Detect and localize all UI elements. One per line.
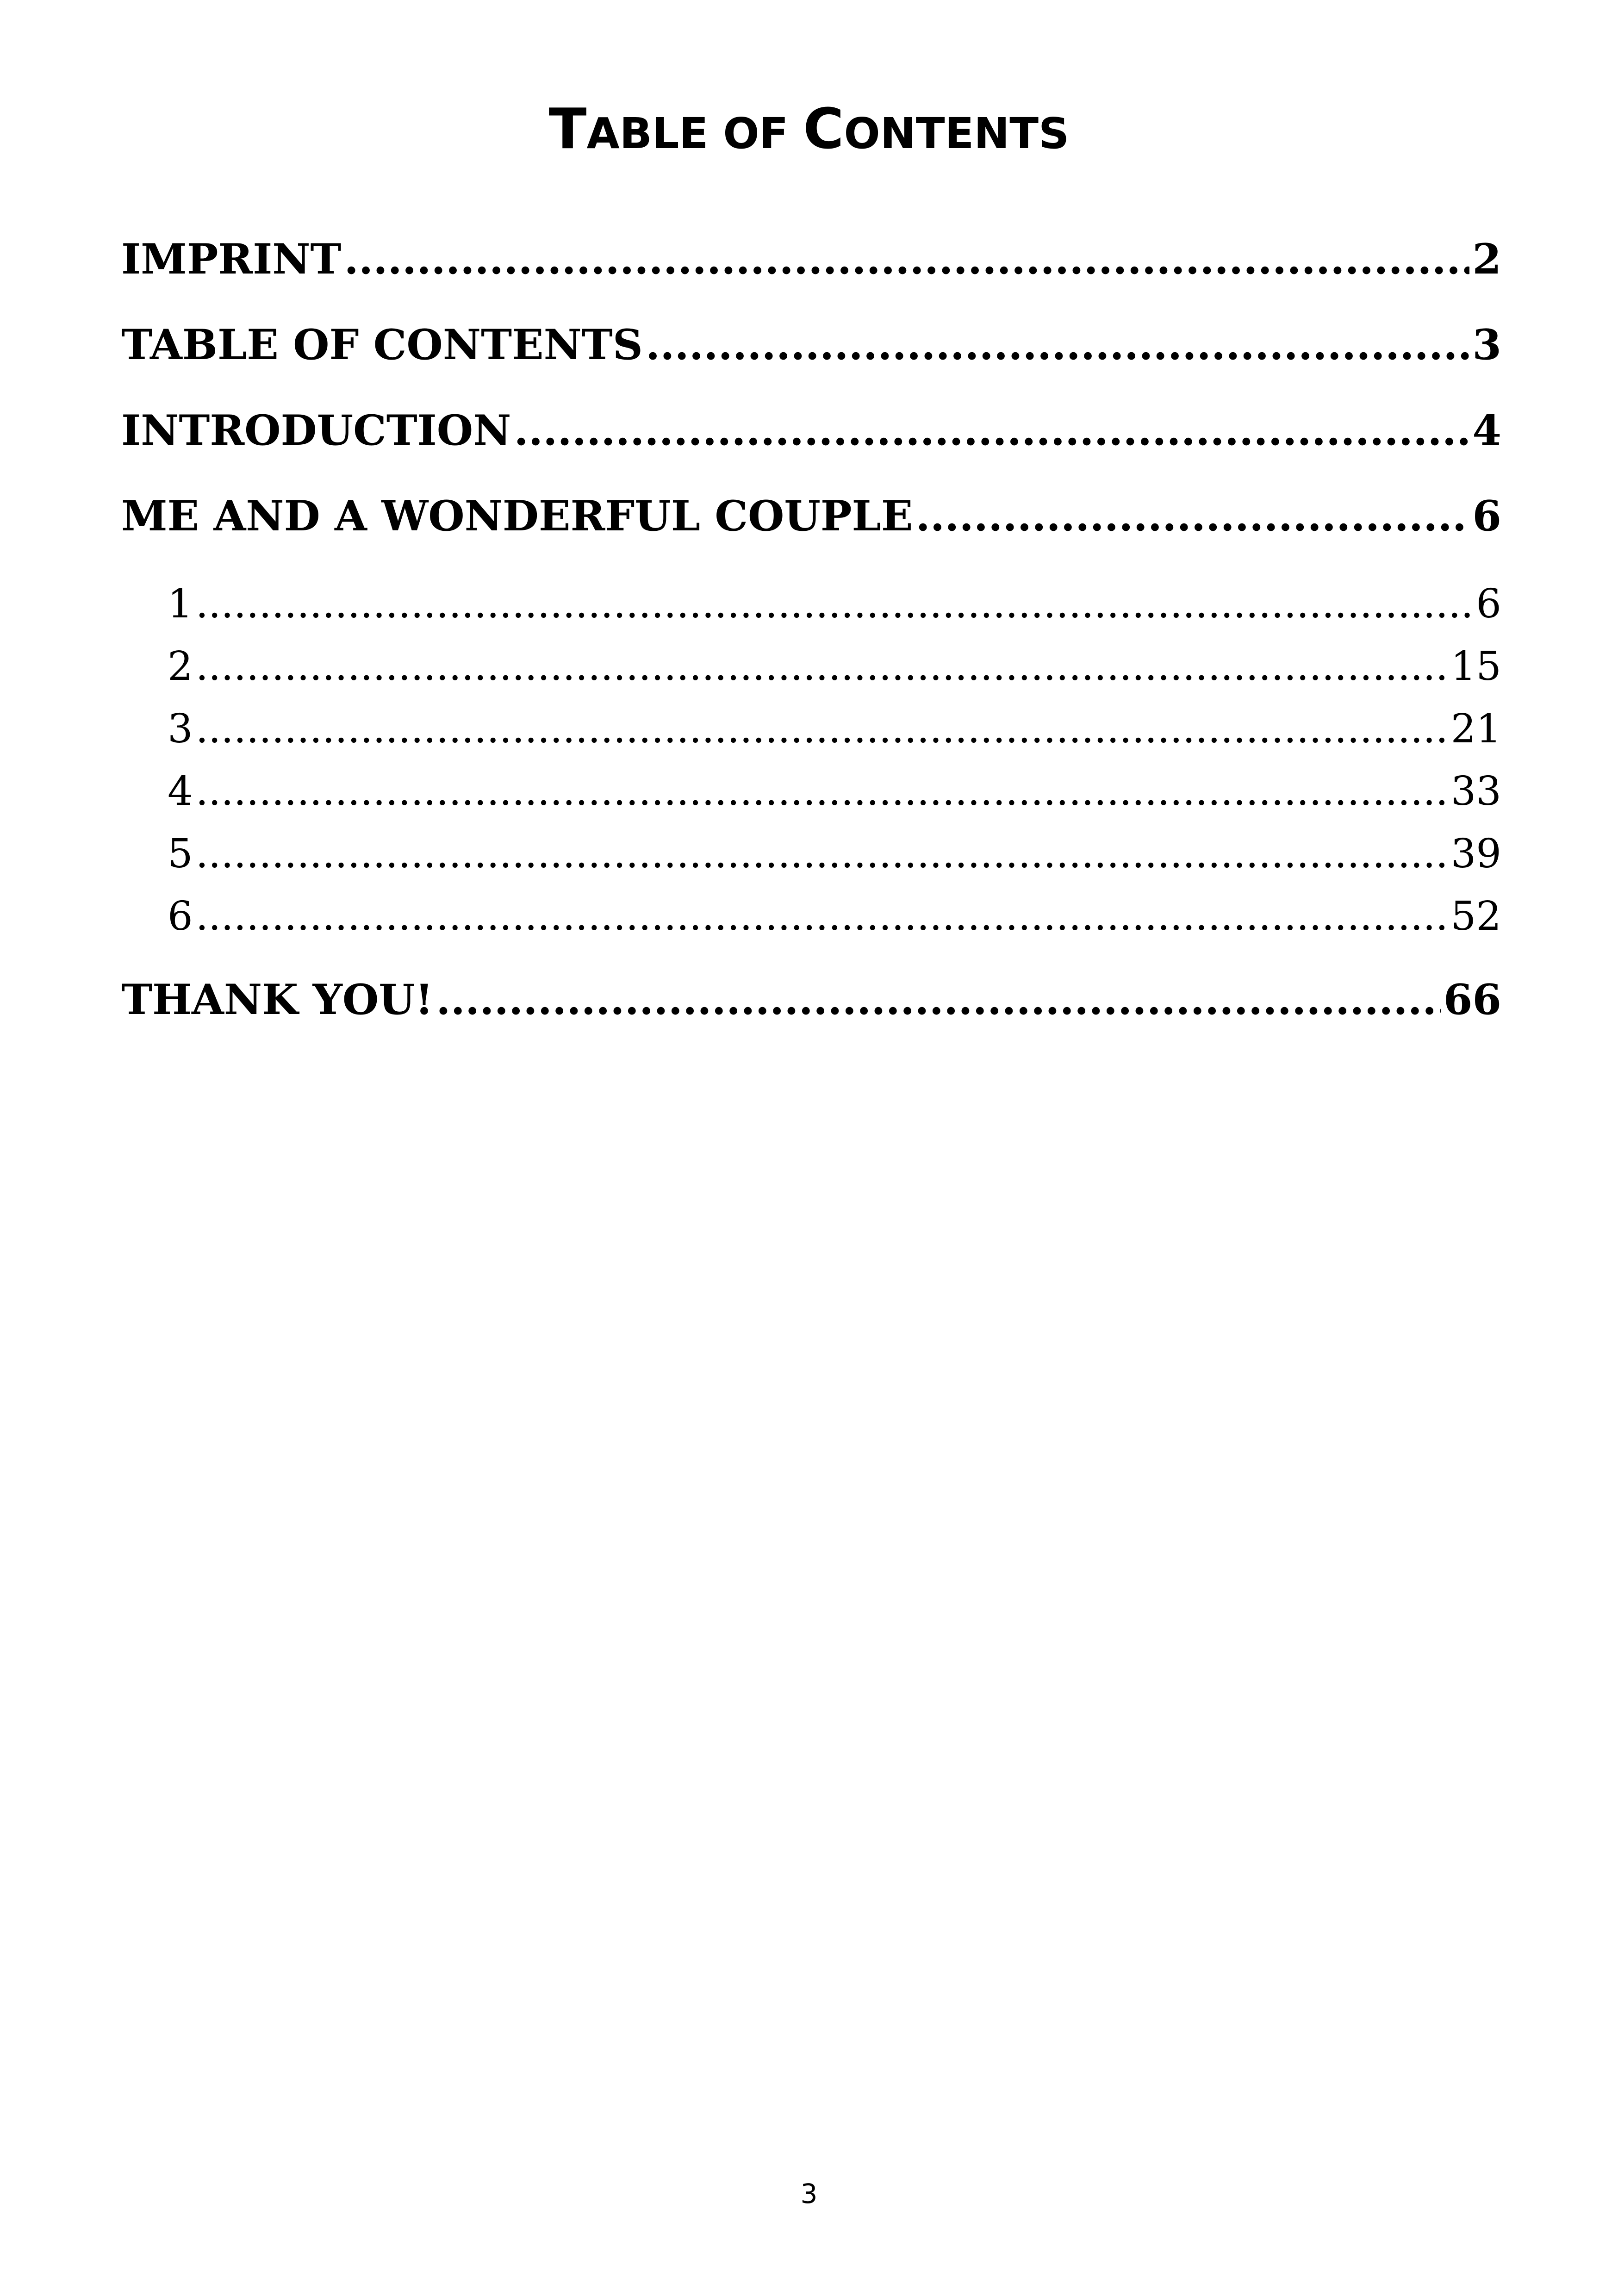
toc-entry-label: 2 (168, 643, 193, 690)
toc-entry-page: 6 (1472, 492, 1501, 541)
toc-entry-page: 15 (1450, 643, 1501, 690)
toc-entry-page: 33 (1450, 768, 1501, 815)
title-rest-1: ABLE OF (586, 109, 803, 158)
toc-entry-label: THANK YOU! (121, 975, 434, 1024)
toc-entry-label: 4 (168, 768, 193, 815)
toc-dot-leader (196, 641, 1448, 692)
toc-entry-page: 2 (1472, 235, 1501, 284)
toc-entry-me-and-a-wonderful-couple[interactable] (121, 488, 1501, 544)
toc-subentry-4[interactable] (168, 766, 1501, 817)
toc-entry-page: 21 (1450, 706, 1501, 752)
toc-subentry-2[interactable] (168, 641, 1501, 692)
toc-subentry-5[interactable] (168, 828, 1501, 879)
toc-entry-label: IMPRINT (121, 235, 342, 284)
toc-entry-page: 6 (1476, 581, 1501, 627)
toc-subentry-1[interactable] (168, 579, 1501, 629)
toc-entry-page: 39 (1450, 831, 1501, 877)
toc-entry-page: 66 (1443, 975, 1501, 1024)
toc-dot-leader (196, 828, 1448, 879)
title-initial-t: T (548, 97, 587, 162)
toc-subentry-6[interactable] (168, 891, 1501, 942)
toc-entry-table-of-contents[interactable] (121, 317, 1501, 373)
toc-entry-page: 52 (1450, 893, 1501, 940)
toc-entry-label: 3 (168, 706, 193, 752)
toc-entry-page: 4 (1472, 406, 1501, 455)
toc-dot-leader (514, 403, 1469, 458)
toc-entry-label: 5 (168, 831, 193, 877)
toc-entry-label: ME AND A WONDERFUL COUPLE (121, 492, 913, 541)
toc-dot-leader (915, 488, 1469, 544)
page-title (0, 97, 1618, 166)
toc-entry-introduction[interactable] (121, 403, 1501, 458)
title-rest-2: ONTENTS (844, 109, 1070, 158)
page-number: 3 (800, 2178, 818, 2209)
toc-dot-leader (436, 972, 1440, 1027)
toc-entry-page: 3 (1472, 320, 1501, 369)
toc-entry-label: 6 (168, 893, 193, 940)
toc-dot-leader (196, 579, 1474, 629)
toc-subentry-3[interactable] (168, 703, 1501, 754)
toc-entry-thank-you[interactable] (121, 972, 1501, 1027)
toc-dot-leader (196, 766, 1448, 817)
toc-dot-leader (646, 317, 1469, 373)
toc-entry-label: TABLE OF CONTENTS (121, 320, 643, 369)
toc-entry-imprint[interactable] (121, 231, 1501, 287)
toc-entry-label: INTRODUCTION (121, 406, 511, 455)
toc-dot-leader (344, 231, 1470, 287)
toc-dot-leader (196, 891, 1448, 942)
toc-entry-label: 1 (168, 581, 193, 627)
title-initial-c: C (803, 97, 844, 162)
toc-dot-leader (196, 703, 1448, 754)
